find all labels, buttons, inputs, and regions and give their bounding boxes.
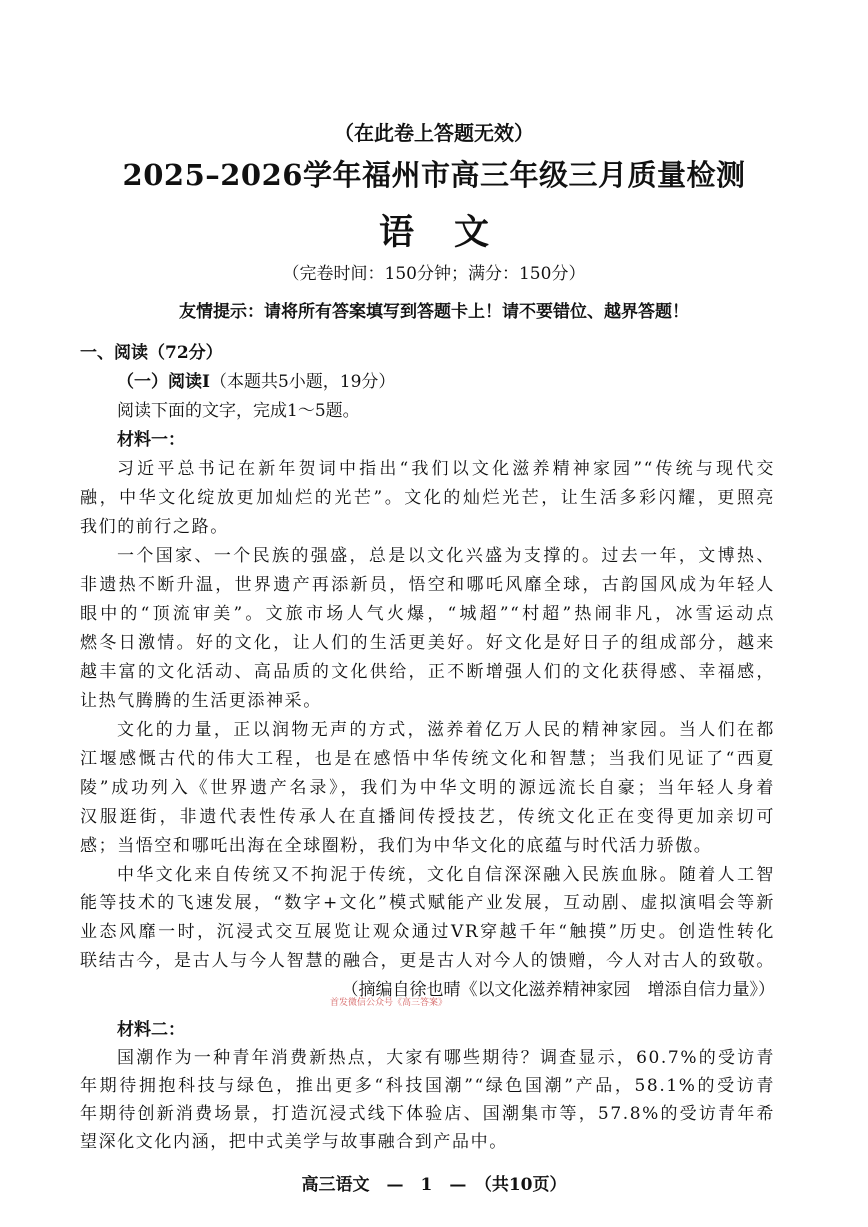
material1-line: 燃冬日激情。好的文化，让人们的生活更美好。好文化是好日子的组成部分，越来 [80,633,775,653]
material1-line: 陵”成功列入《世界遗产名录》，我们为中华文明的源远流长自豪；当年轻人身着 [80,778,775,798]
material1-line: 文化的力量，正以润物无声的方式，滋养着亿万人民的精神家园。当人们在都 [117,720,775,740]
material1-line: 中华文化来自传统又不拘泥于传统，文化自信深深融入民族血脉。随着人工智 [117,865,775,885]
material1-line: 我们的前行之路。 [80,517,229,537]
material1-line: 能等技术的飞速发展，“数字+文化”模式赋能产业发展，互动剧、虚拟演唱会等新 [80,893,775,913]
watermark: 首发微信公众号《高三答案》 [330,998,448,1008]
material2-line: 年期待创新消费场景，打造沉浸式线下体验店、国潮集市等，57.8%的受访青年希 [80,1104,775,1124]
material1-source: （摘编自徐也晴《以文化滋养精神家园 增添自信力量》） [341,980,775,1000]
exam-timing: （完卷时间：150分钟；满分：150分） [282,264,586,284]
material1-line: 习近平总书记在新年贺词中指出“我们以文化滋养精神家园”“传统与现代交 [117,459,775,479]
page-footer: 高三语文 — 1 — （共10页） [301,1175,567,1195]
material2-line: 望深化文化内涵，把中式美学与故事融合到产品中。 [80,1132,508,1152]
instruction: 阅读下面的文字，完成1～5题。 [117,401,360,421]
material1-line: 江堰感慨古代的伟大工程，也是在感悟中华传统文化和智慧；当我们见证了“西夏 [80,749,775,769]
material1-line: 眼中的“顶流审美”。文旅市场人气火爆，“城超”“村超”热闹非凡，冰雪运动点 [80,604,775,624]
material1-label: 材料一： [117,430,185,450]
material1-line: 越丰富的文化活动、高品质的文化供给，正不断增强人们的文化获得感、幸福感， [80,662,775,682]
invalid-notice: （在此卷上答题无效） [334,121,534,145]
material1-line: 汉服逛街，非遗代表性传承人在直播间传授技艺，传统文化正在变得更加亲切可 [80,807,775,827]
part-label: （一）阅读Ⅰ [117,372,210,392]
part-heading [117,367,395,392]
material2-line: 年期待拥抱科技与绿色，推出更多“科技国潮”“绿色国潮”产品，58.1%的受访青 [80,1076,775,1096]
material1-line: 非遗热不断升温，世界遗产再添新员，悟空和哪吒风靡全球，古韵国风成为年轻人 [80,575,775,595]
material1-line: 让热气腾腾的生活更添神采。 [80,691,322,711]
friendly-tip: 友情提示：请将所有答案填写到答题卡上！请不要错位、越界答题！ [179,302,689,322]
material1-line: 融，中华文化绽放更加灿烂的光芒”。文化的灿烂光芒，让生活多彩闪耀，更照亮 [80,488,775,508]
material2-line: 国潮作为一种青年消费新热点，大家有哪些期待？调查显示，60.7%的受访青 [117,1048,775,1068]
material1-line: 感；当悟空和哪吒出海在全球圈粉，我们为中华文化的底蕴与时代活力骄傲。 [80,836,713,856]
material1-line: 一个国家、一个民族的强盛，总是以文化兴盛为支撑的。过去一年，文博热、 [117,546,775,566]
material2-label: 材料二： [117,1020,185,1040]
material1-line: 联结古今，是古人与今人智慧的融合，更是古人对今人的馈赠，今人对古人的致敬。 [80,951,775,971]
part-note: （本题共5小题，19分） [209,372,396,392]
exam-title: 2025–2026学年福州市高三年级三月质量检测 [122,158,746,192]
subject-title: 语文 [378,212,529,253]
material1-line: 业态风靡一时，沉浸式交互展览让观众通过VR穿越千年“触摸”历史。创造性转化 [80,922,775,942]
section-heading: 一、阅读（72分） [80,343,223,363]
